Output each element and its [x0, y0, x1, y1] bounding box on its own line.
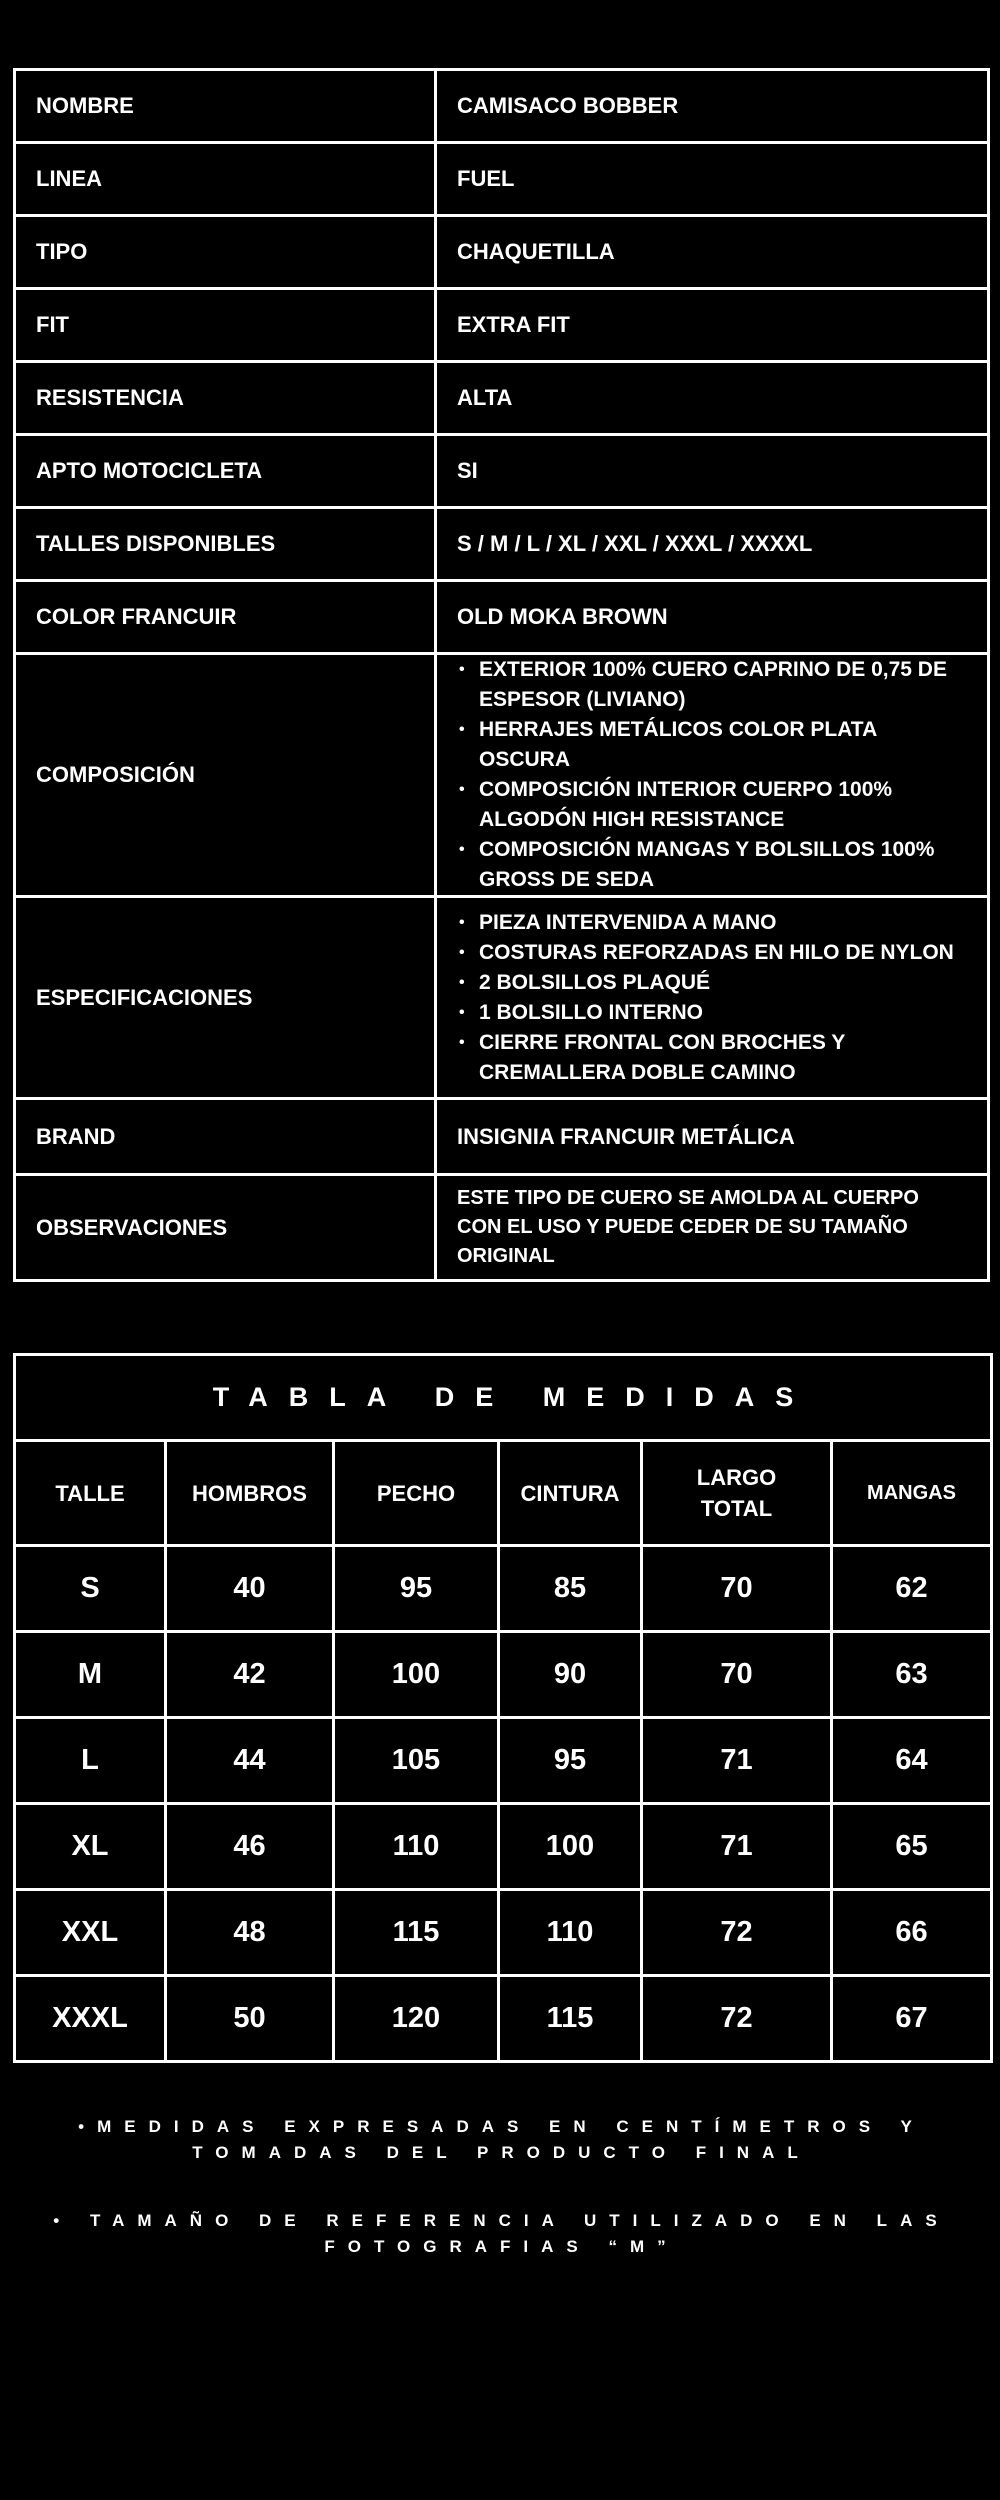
product-spec-table [13, 68, 990, 1282]
table-cell: XL [15, 1804, 166, 1890]
table-cell: 67 [832, 1976, 992, 2062]
list-item: • EXTERIOR 100% CUERO CAPRINO DE 0,75 DE ESPESOR (LIVIANO) [479, 655, 967, 715]
list-item: • COMPOSICIÓN INTERIOR CUERPO 100% ALGODÓN HIGH RESISTANCE [479, 775, 967, 835]
spec-value: CAMISACO BOBBER [436, 70, 989, 143]
spec-value [436, 1175, 989, 1281]
spec-label: LINEA [15, 143, 436, 216]
table-cell: XXXL [15, 1976, 166, 2062]
spec-value: ALTA [436, 362, 989, 435]
table-cell: 100 [499, 1804, 642, 1890]
table-cell: 64 [832, 1718, 992, 1804]
spec-label: COMPOSICIÓN [15, 654, 436, 897]
spec-value: FUEL [436, 143, 989, 216]
size-chart-title-row [15, 1355, 992, 1441]
list-item: • 1 BOLSILLO INTERNO [479, 998, 967, 1028]
footnote-measurements: •MEDIDAS EXPRESADAS EN CENTÍMETROS Y TOMADAS DEL PRODUCTO FINAL [78, 2117, 925, 2162]
table-cell: 105 [334, 1718, 499, 1804]
table-cell: 90 [499, 1632, 642, 1718]
table-cell: 46 [166, 1804, 334, 1890]
list-item: • COSTURAS REFORZADAS EN HILO DE NYLON [479, 938, 967, 968]
table-cell: 72 [642, 1976, 832, 2062]
spec-value: INSIGNIA FRANCUIR METÁLICA [436, 1099, 989, 1175]
table-cell: 115 [499, 1976, 642, 2062]
column-header: PECHO [334, 1441, 499, 1546]
spec-label: TALLES DISPONIBLES [15, 508, 436, 581]
list-item: • 2 BOLSILLOS PLAQUÉ [479, 968, 967, 998]
spec-row-observaciones [15, 1175, 989, 1281]
table-cell: M [15, 1632, 166, 1718]
table-row [15, 1804, 992, 1890]
table-row [15, 1718, 992, 1804]
spec-row-color [15, 581, 989, 654]
spec-row-tipo [15, 216, 989, 289]
spec-row-apto-motocicleta [15, 435, 989, 508]
spec-value: SI [436, 435, 989, 508]
table-row [15, 1890, 992, 1976]
spec-label: COLOR FRANCUIR [15, 581, 436, 654]
size-chart-header-row [15, 1441, 992, 1546]
spec-label: OBSERVACIONES [15, 1175, 436, 1281]
spec-row-talles-disponibles [15, 508, 989, 581]
table-cell: 70 [642, 1546, 832, 1632]
list-item: • COMPOSICIÓN MANGAS Y BOLSILLOS 100% GROSS DE SEDA [479, 835, 967, 895]
table-cell: 72 [642, 1890, 832, 1976]
spec-label: TIPO [15, 216, 436, 289]
table-cell: 62 [832, 1546, 992, 1632]
table-cell: 115 [334, 1890, 499, 1976]
composition-list [457, 655, 967, 895]
list-item: • HERRAJES METÁLICOS COLOR PLATA OSCURA [479, 715, 967, 775]
table-cell: 95 [334, 1546, 499, 1632]
spec-row-especificaciones [15, 897, 989, 1099]
table-cell: 70 [642, 1632, 832, 1718]
table-cell: 110 [499, 1890, 642, 1976]
table-row [15, 1632, 992, 1718]
column-header: HOMBROS [166, 1441, 334, 1546]
column-header: LARGO TOTAL [642, 1441, 832, 1546]
table-cell: 110 [334, 1804, 499, 1890]
observations-text: ESTE TIPO DE CUERO SE AMOLDA AL CUERPO CON EL USO Y PUEDE CEDER DE SU TAMAÑO ORIGINAL [457, 1187, 919, 1267]
spec-value: S / M / L / XL / XXL / XXXL / XXXXL [436, 508, 989, 581]
table-cell: S [15, 1546, 166, 1632]
spec-value: EXTRA FIT [436, 289, 989, 362]
spec-label: ESPECIFICACIONES [15, 897, 436, 1099]
column-header: CINTURA [499, 1441, 642, 1546]
table-cell: 63 [832, 1632, 992, 1718]
table-row [15, 1976, 992, 2062]
column-header: MANGAS [832, 1441, 992, 1546]
spec-row-resistencia [15, 362, 989, 435]
table-cell: 71 [642, 1804, 832, 1890]
size-chart-title: TABLA DE MEDIDAS [15, 1355, 992, 1441]
footnote-reference-size: • TAMAÑO DE REFERENCIA UTILIZADO EN LAS FOTOGRAFIAS “M” [53, 2211, 950, 2256]
table-cell: 48 [166, 1890, 334, 1976]
table-cell: 40 [166, 1546, 334, 1632]
table-cell: 65 [832, 1804, 992, 1890]
table-cell: 100 [334, 1632, 499, 1718]
spec-label: NOMBRE [15, 70, 436, 143]
table-cell: 85 [499, 1546, 642, 1632]
table-cell: 66 [832, 1890, 992, 1976]
table-cell: 50 [166, 1976, 334, 2062]
table-cell: 95 [499, 1718, 642, 1804]
column-header: TALLE [15, 1441, 166, 1546]
spec-value: CHAQUETILLA [436, 216, 989, 289]
spec-row-nombre [15, 70, 989, 143]
spec-row-composicion [15, 654, 989, 897]
spec-label: RESISTENCIA [15, 362, 436, 435]
spec-row-brand [15, 1099, 989, 1175]
table-cell: 120 [334, 1976, 499, 2062]
table-row [15, 1546, 992, 1632]
table-cell: XXL [15, 1890, 166, 1976]
table-cell: 44 [166, 1718, 334, 1804]
spec-label: BRAND [15, 1099, 436, 1175]
table-cell: L [15, 1718, 166, 1804]
list-item: • CIERRE FRONTAL CON BROCHES Y CREMALLERA DOBLE CAMINO [479, 1028, 967, 1088]
size-chart-table [13, 1353, 993, 2063]
list-item: • PIEZA INTERVENIDA A MANO [479, 908, 967, 938]
spec-value: OLD MOKA BROWN [436, 581, 989, 654]
spec-label: APTO MOTOCICLETA [15, 435, 436, 508]
specifications-list [457, 908, 967, 1088]
spec-label: FIT [15, 289, 436, 362]
spec-value-list [436, 654, 989, 897]
spec-value-list [436, 897, 989, 1099]
table-cell: 42 [166, 1632, 334, 1718]
spec-row-fit [15, 289, 989, 362]
spec-row-linea [15, 143, 989, 216]
table-cell: 71 [642, 1718, 832, 1804]
